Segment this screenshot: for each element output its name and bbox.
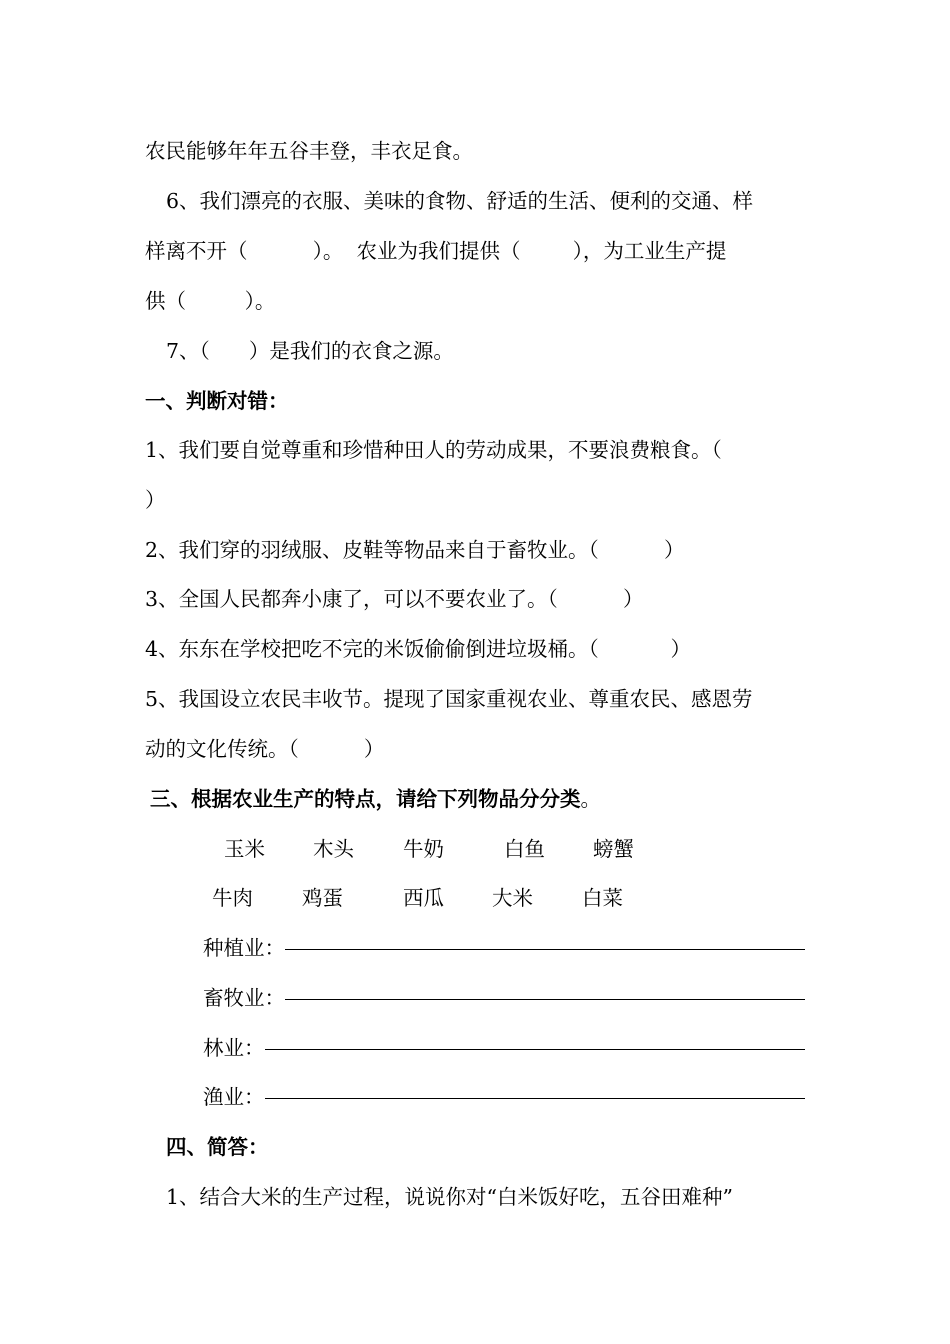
- question-6-line-3: 供（ ）。: [145, 289, 276, 313]
- item-word: 鸡蛋: [302, 886, 343, 910]
- judge-item-1-cont: ）: [145, 488, 166, 512]
- section-judge-title: 一、判断对错：: [145, 389, 289, 413]
- category-label: 林业：: [203, 1036, 265, 1060]
- category-label: 畜牧业：: [203, 986, 285, 1010]
- category-label: 渔业：: [203, 1085, 265, 1109]
- answer-blank-line: [285, 949, 805, 950]
- answer-question-1: 1、结合大米的生产过程，说说你对“白米饭好吃，五谷田难种”: [166, 1185, 734, 1209]
- category-planting: [203, 933, 805, 963]
- section-classify-title-end: 。: [580, 787, 601, 811]
- item-word: 玉米: [224, 837, 265, 861]
- item-word: 木头: [313, 837, 354, 861]
- section-classify-title-text: 三、根据农业生产的特点，请给下列物品分分类: [150, 787, 581, 811]
- judge-item-4: 4、东东在学校把吃不完的米饭偷偷倒进垃圾桶。（ ）: [145, 637, 691, 661]
- item-word: 牛肉: [212, 886, 253, 910]
- question-7: 7、（ ）是我们的衣食之源。: [166, 339, 454, 363]
- judge-item-5: 5、我国设立农民丰收节。提现了国家重视农业、尊重农民、感恩劳: [145, 687, 753, 711]
- question-6-line-2: 样离不开（ ）。 农业为我们提供（ ），为工业生产提: [145, 239, 727, 263]
- answer-blank-line: [265, 1098, 806, 1099]
- section-classify-title: [150, 784, 601, 814]
- judge-item-3: 3、全国人民都奔小康了，可以不要农业了。（ ）: [145, 587, 644, 611]
- judge-item-5-cont: 动的文化传统。（ ）: [145, 737, 385, 761]
- judge-item-1: 1、我们要自觉尊重和珍惜种田人的劳动成果，不要浪费粮食。（: [145, 438, 722, 462]
- item-word: 螃蟹: [593, 837, 634, 861]
- category-fishery: [203, 1082, 805, 1112]
- text-line: 农民能够年年五谷丰登，丰衣足食。: [145, 139, 473, 163]
- item-word: 大米: [492, 886, 533, 910]
- judge-item-2: 2、我们穿的羽绒服、皮鞋等物品来自于畜牧业。（ ）: [145, 538, 685, 562]
- category-forestry: [203, 1033, 805, 1063]
- answer-blank-line: [265, 1049, 806, 1050]
- item-word: 白菜: [582, 886, 623, 910]
- section-answer-title: 四、简答：: [166, 1135, 269, 1159]
- item-word: 白鱼: [504, 837, 545, 861]
- item-word: 牛奶: [403, 837, 444, 861]
- category-label: 种植业：: [203, 936, 285, 960]
- answer-blank-line: [285, 999, 805, 1000]
- question-6-line-1: 6、我们漂亮的衣服、美味的食物、舒适的生活、便利的交通、样: [166, 189, 754, 213]
- item-word: 西瓜: [403, 886, 444, 910]
- category-livestock: [203, 983, 805, 1013]
